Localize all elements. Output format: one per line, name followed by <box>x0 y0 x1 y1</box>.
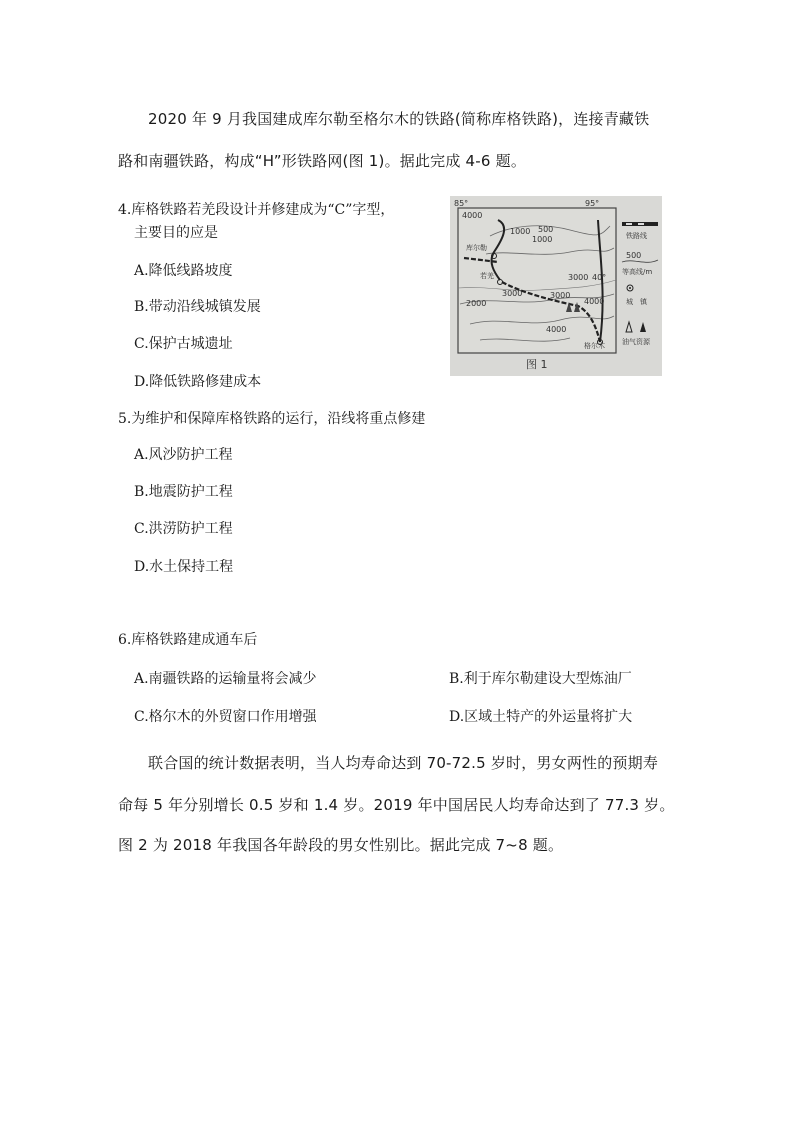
passage2-line2: 命每 5 年分别增长 0.5 岁和 1.4 岁。2019 年中国居民人均寿命达到了 77.3 岁。 <box>118 796 675 814</box>
q4-stem: 4.库格铁路若羌段设计并修建成为“C”字型， <box>118 202 395 218</box>
q4-stem-cont: 主要目的应是 <box>134 225 218 241</box>
legend-oil-gas: 油气资源 <box>622 338 650 346</box>
legend-contour: 等高线/m <box>622 268 653 276</box>
q5-option-a: A.风沙防护工程 <box>134 447 233 463</box>
passage2-line3: 图 2 为 2018 年我国各年龄段的男女性别比。据此完成 7~8 题。 <box>118 836 564 854</box>
svg-text:1000: 1000 <box>510 227 531 236</box>
q6-option-c: C.格尔木的外贸窗口作用增强 <box>134 709 317 725</box>
svg-text:3000: 3000 <box>568 273 589 282</box>
q5-stem: 5.为维护和保障库格铁路的运行，沿线将重点修建 <box>118 411 426 427</box>
svg-text:3000: 3000 <box>550 291 571 300</box>
svg-text:500: 500 <box>538 225 554 234</box>
svg-text:4000: 4000 <box>546 325 567 334</box>
gas-legend-icon <box>640 322 646 332</box>
lon-label-95: 95° <box>585 199 600 208</box>
passage1-line2: 路和南疆铁路，构成“H”形铁路网(图 1)。据此完成 4-6 题。 <box>118 152 527 170</box>
place-golmud: 格尔木 <box>584 342 605 350</box>
q6-option-a: A.南疆铁路的运输量将会减少 <box>134 671 317 687</box>
legend-city-town: 城 镇 <box>626 298 647 306</box>
legend-railway: 铁路线 <box>626 232 647 240</box>
lon-label-85: 85° <box>454 199 469 208</box>
q6-stem: 6.库格铁路建成通车后 <box>118 632 258 648</box>
q4-option-b: B.带动沿线城镇发展 <box>134 299 261 315</box>
figure-1-map <box>450 196 662 376</box>
figure-caption: 图 1 <box>526 358 548 371</box>
q4-option-d: D.降低铁路修建成本 <box>134 374 262 390</box>
svg-text:4000: 4000 <box>462 211 483 220</box>
passage2-line1: 联合国的统计数据表明，当人均寿命达到 70-72.5 岁时，男女两性的预期寿 <box>148 754 659 772</box>
svg-text:3000: 3000 <box>502 289 523 298</box>
lat-label-40: 40° <box>592 273 607 282</box>
q4-option-c: C.保护古城遗址 <box>134 336 233 352</box>
svg-text:4000: 4000 <box>584 297 605 306</box>
oil-legend-icon <box>626 322 632 332</box>
svg-text:2000: 2000 <box>466 299 487 308</box>
q5-option-d: D.水土保持工程 <box>134 559 234 575</box>
place-korla: 库尔勒 <box>466 244 487 252</box>
q6-option-d: D.区域土特产的外运量将扩大 <box>449 709 633 725</box>
q5-option-b: B.地震防护工程 <box>134 484 233 500</box>
svg-text:500: 500 <box>626 251 642 260</box>
place-ruoqiang: 若羌 <box>480 272 494 280</box>
svg-text:1000: 1000 <box>532 235 553 244</box>
q4-option-a: A.降低线路坡度 <box>134 263 233 279</box>
q5-option-c: C.洪涝防护工程 <box>134 521 233 537</box>
passage1-line1: 2020 年 9 月我国建成库尔勒至格尔木的铁路(简称库格铁路)，连接青藏铁 <box>148 110 650 128</box>
q6-option-b: B.利于库尔勒建设大型炼油厂 <box>449 671 632 687</box>
